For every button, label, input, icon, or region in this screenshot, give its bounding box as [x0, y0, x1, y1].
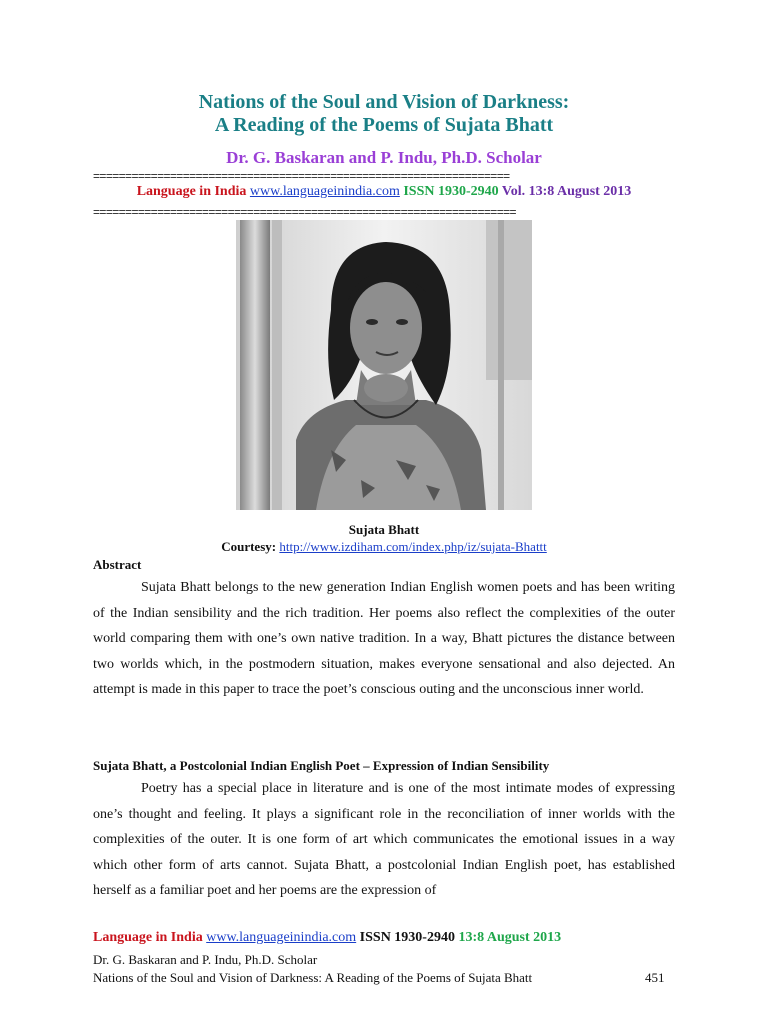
author-photo	[236, 220, 532, 510]
page-number: 451	[645, 970, 665, 985]
journal-issn: ISSN 1930-2940	[403, 184, 499, 199]
footer-date: 13:8 August 2013	[458, 930, 562, 945]
section-paragraph: Poetry has a special place in literature and is one of the most intimate modes of expressing one’s thought and feeling. It plays a significant role in the reconciliation of inner worlds with the complexities of the outer. It is one form of art which communicates the emotional issues in a way which other form of arts cannot. Sujata Bhatt, a postcolonial Indian English poet, has established herself as a familiar poet and her poems are the expression of	[93, 781, 675, 898]
abstract-paragraph: Sujata Bhatt belongs to the new generation Indian English women poets and has been writing of the Indian sensibility and the rich tradition. Her poems also reflect the complexities of the outer world comparing them with one’s own native tradition. In a way, Bhatt pictures the distance between two worlds which, in the postmodern situation, makes everyone sensational and also dejected. An attempt is made in this paper to trace the poet’s conscious outing and the unconscious inner world.	[93, 580, 675, 697]
journal-name: Language in India	[136, 184, 247, 199]
journal-url-link[interactable]: www.languageinindia.com	[249, 184, 400, 199]
article-authors: Dr. G. Baskaran and P. Indu, Ph.D. Scholar	[226, 148, 542, 167]
abstract-heading: Abstract	[93, 557, 142, 572]
footer-authors: Dr. G. Baskaran and P. Indu, Ph.D. Scholar	[93, 952, 318, 967]
photo-caption: Sujata Bhatt	[348, 522, 420, 537]
journal-volume: Vol. 13:8 August 2013	[501, 184, 632, 199]
section-heading: Sujata Bhatt, a Postcolonial Indian English Poet – Expression of Indian Sensibility	[93, 758, 550, 773]
separator-rule-bottom: ==================================================================	[93, 206, 516, 219]
footer-masthead	[93, 930, 561, 946]
courtesy-url-link[interactable]: http://www.izdiham.com/index.php/iz/sujata-Bhattt	[279, 539, 547, 554]
article-title-line-1: Nations of the Soul and Vision of Darkness:	[198, 91, 570, 113]
footer-url-link[interactable]: www.languageinindia.com	[206, 930, 357, 945]
article-title-line-2: A Reading of the Poems of Sujata Bhatt	[214, 114, 554, 136]
footer-journal-name: Language in India	[93, 930, 203, 945]
footer-issn: ISSN 1930-2940	[359, 930, 455, 945]
footer-article-title: Nations of the Soul and Vision of Darkness: A Reading of the Poems of Sujata Bhatt	[93, 970, 533, 985]
separator-rule-top: =================================================================	[93, 170, 510, 183]
photo-courtesy	[0, 539, 768, 555]
journal-masthead	[0, 184, 768, 200]
courtesy-label: Courtesy:	[221, 539, 277, 554]
